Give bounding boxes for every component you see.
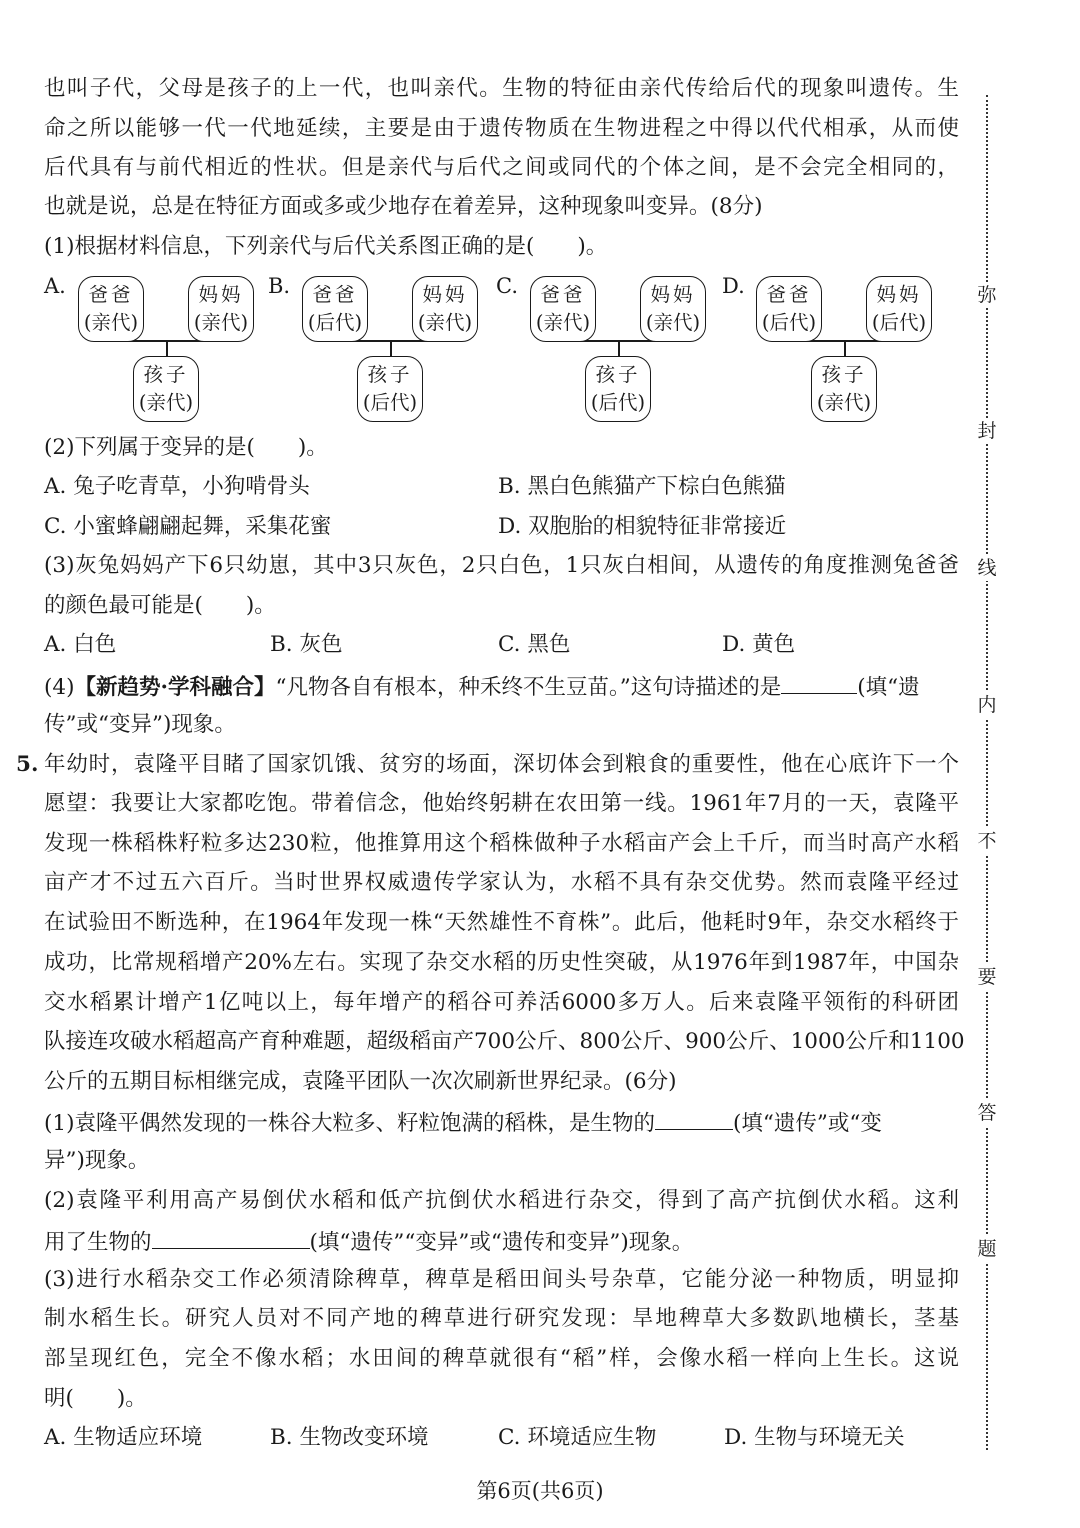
node-role: 爸爸 bbox=[540, 283, 586, 306]
child-node bbox=[133, 356, 199, 422]
seal-char: 内 bbox=[974, 692, 1000, 718]
question-text: (填“遗传”“变异”或“遗传和变异”)现象。 bbox=[309, 1230, 694, 1255]
node-generation: (后代) bbox=[307, 311, 363, 334]
seal-char: 题 bbox=[974, 1236, 1000, 1262]
seal-char: 线 bbox=[974, 555, 1000, 581]
answer-blank[interactable] bbox=[152, 1225, 310, 1249]
question-5-1-line bbox=[44, 1106, 882, 1136]
family-diagram-b[interactable] bbox=[268, 272, 478, 422]
passage-line: 年幼时，袁隆平目睹了国家饥饿、贫穷的场面，深切体会到粮食的重要性，他在心底许下一个 bbox=[44, 752, 959, 777]
option-a[interactable]: A. 白色 bbox=[44, 632, 117, 657]
options-row bbox=[44, 630, 959, 660]
answer-blank[interactable] bbox=[655, 1106, 733, 1130]
seal-char: 要 bbox=[974, 964, 1000, 990]
connector-line bbox=[390, 340, 392, 356]
child-node bbox=[811, 356, 877, 422]
option-a[interactable]: A. 生物适应环境 bbox=[44, 1425, 203, 1450]
option-d[interactable]: D. 生物与环境无关 bbox=[724, 1425, 905, 1450]
answer-blank[interactable] bbox=[781, 670, 857, 694]
node-generation: (后代) bbox=[362, 391, 418, 414]
node-role: 孩子 bbox=[143, 363, 189, 386]
question-4-3-line: 的颜色最可能是( )。 bbox=[44, 593, 276, 618]
seal-char: 弥 bbox=[974, 282, 1000, 308]
passage-line: 发现一株稻株籽粒多达230粒，他推算用这个稻株做种子水稻亩产会上千斤，而当时高产水稻 bbox=[44, 831, 959, 856]
node-generation: (亲代) bbox=[83, 311, 139, 334]
child-node bbox=[585, 356, 651, 422]
seal-char: 封 bbox=[974, 418, 1000, 444]
dad-node bbox=[530, 276, 596, 342]
option-b[interactable]: B. 黑白色熊猫产下棕白色熊猫 bbox=[498, 474, 786, 499]
node-generation: (亲代) bbox=[535, 311, 591, 334]
passage-line: 也叫子代，父母是孩子的上一代，也叫亲代。生物的特征由亲代传给后代的现象叫遗传。生 bbox=[44, 76, 959, 101]
mom-node bbox=[412, 276, 478, 342]
question-5-3-line: 部呈现红色，完全不像水稻；水田间的稗草就很有“稻”样，会像水稻一样向上生长。这说 bbox=[44, 1346, 959, 1371]
node-role: 妈妈 bbox=[198, 283, 244, 306]
passage-line: 队接连攻破水稻超高产育种难题，超级稻亩产700公斤、800公斤、900公斤、1000公斤和1100 bbox=[44, 1029, 965, 1054]
child-node bbox=[357, 356, 423, 422]
trend-tag: 【新趋势·学科融合】 bbox=[74, 675, 276, 700]
node-role: 爸爸 bbox=[88, 283, 134, 306]
question-4-1-stem: (1)根据材料信息，下列亲代与后代关系图正确的是( )。 bbox=[44, 234, 608, 259]
option-d[interactable]: D. 黄色 bbox=[722, 632, 796, 657]
option-letter: D. bbox=[722, 274, 745, 298]
node-role: 孩子 bbox=[595, 363, 641, 386]
node-role: 孩子 bbox=[367, 363, 413, 386]
node-generation: (后代) bbox=[871, 311, 927, 334]
node-role: 爸爸 bbox=[312, 283, 358, 306]
passage-line: 公斤的五期目标相继完成，袁隆平团队一次次刷新世界纪录。(6分) bbox=[44, 1069, 677, 1094]
connector-line bbox=[844, 340, 846, 356]
dad-node bbox=[302, 276, 368, 342]
node-generation: (亲代) bbox=[816, 391, 872, 414]
seal-char: 不 bbox=[974, 828, 1000, 854]
node-role: 妈妈 bbox=[876, 283, 922, 306]
option-letter: B. bbox=[268, 274, 291, 298]
node-generation: (后代) bbox=[590, 391, 646, 414]
seal-char: 答 bbox=[974, 1100, 1000, 1126]
passage-line: 交水稻累计增产1亿吨以上，每年增产的稻谷可养活6000多万人。后来袁隆平领衔的科研团 bbox=[44, 990, 959, 1015]
question-4-2-stem: (2)下列属于变异的是( )。 bbox=[44, 435, 328, 460]
mom-node bbox=[640, 276, 706, 342]
passage-line: 成功，比常规稻增产20%左右。实现了杂交水稻的历史性突破，从1976年到1987年，中国杂 bbox=[44, 950, 959, 975]
option-a[interactable]: A. 兔子吃青草，小狗啃骨头 bbox=[44, 474, 310, 499]
option-c[interactable]: C. 小蜜蜂翩翩起舞，采集花蜜 bbox=[44, 514, 332, 539]
options-row bbox=[44, 1423, 959, 1453]
passage-line: 在试验田不断选种，在1964年发现一株“天然雄性不育株”。此后，他耗时9年，杂交水稻终于 bbox=[44, 910, 959, 935]
node-generation: (后代) bbox=[761, 311, 817, 334]
question-text: “凡物各自有根本，种禾终不生豆苗。”这句诗描述的是 bbox=[275, 675, 782, 700]
connector-line bbox=[618, 340, 620, 356]
question-5-1-line: 异”)现象。 bbox=[44, 1148, 150, 1173]
connector-line bbox=[166, 340, 168, 356]
question-number: (4) bbox=[44, 675, 75, 700]
question-4-3-line: (3)灰兔妈妈产下6只幼崽，其中3只灰色，2只白色，1只灰白相间，从遗传的角度推测兔爸爸 bbox=[44, 553, 959, 578]
passage-line: 亩产才不过五六百斤。当时世界权威遗传学家认为，水稻不具有杂交优势。然而袁隆平经过 bbox=[44, 870, 959, 895]
option-letter: C. bbox=[496, 274, 518, 298]
node-role: 孩子 bbox=[821, 363, 867, 386]
node-role: 妈妈 bbox=[422, 283, 468, 306]
option-c[interactable]: C. 黑色 bbox=[498, 632, 571, 657]
question-5-2-line bbox=[44, 1225, 693, 1255]
dad-node bbox=[756, 276, 822, 342]
options-row bbox=[44, 512, 959, 542]
passage-line: 愿望：我要让大家都吃饱。带着信念，他始终躬耕在农田第一线。1961年7月的一天，袁隆平 bbox=[44, 791, 959, 816]
node-role: 妈妈 bbox=[650, 283, 696, 306]
question-text: (填“遗 bbox=[857, 675, 920, 700]
option-letter: A. bbox=[44, 274, 66, 298]
node-generation: (亲代) bbox=[193, 311, 249, 334]
question-5-3-line: (3)进行水稻杂交工作必须清除稗草，稗草是稻田间头号杂草，它能分泌一种物质，明显抑 bbox=[44, 1267, 959, 1292]
mom-node bbox=[188, 276, 254, 342]
option-b[interactable]: B. 灰色 bbox=[270, 632, 343, 657]
question-4-4-line bbox=[44, 670, 920, 700]
family-diagram-c[interactable] bbox=[496, 272, 706, 422]
node-generation: (亲代) bbox=[138, 391, 194, 414]
option-b[interactable]: B. 生物改变环境 bbox=[270, 1425, 429, 1450]
question-text: (1)袁隆平偶然发现的一株谷大粒多、籽粒饱满的稻株，是生物的 bbox=[44, 1111, 655, 1136]
passage-line: 也就是说，总是在特征方面或多或少地存在着差异，这种现象叫变异。(8分) bbox=[44, 194, 763, 219]
question-text: (填“遗传”或“变 bbox=[732, 1111, 882, 1136]
passage-line: 后代具有与前代相近的性状。但是亲代与后代之间或同代的个体之间，是不会完全相同的， bbox=[44, 155, 959, 180]
question-5-2-line: (2)袁隆平利用高产易倒伏水稻和低产抗倒伏水稻进行杂交，得到了高产抗倒伏水稻。这利 bbox=[44, 1188, 959, 1213]
passage-line: 命之所以能够一代一代地延续，主要是由于遗传物质在生物进程之中得以代代相承，从而使 bbox=[44, 116, 959, 141]
node-generation: (亲代) bbox=[417, 311, 473, 334]
option-d[interactable]: D. 双胞胎的相貌特征非常接近 bbox=[498, 514, 787, 539]
question-text: 用了生物的 bbox=[44, 1230, 152, 1255]
question-number-5: 5. bbox=[16, 752, 39, 777]
family-diagram-d[interactable] bbox=[722, 272, 932, 422]
question-5-3-line: 明( )。 bbox=[44, 1386, 147, 1411]
dad-node bbox=[78, 276, 144, 342]
node-role: 爸爸 bbox=[766, 283, 812, 306]
page-footer: 第6页(共6页) bbox=[476, 1479, 604, 1503]
options-row bbox=[44, 472, 959, 502]
node-generation: (亲代) bbox=[645, 311, 701, 334]
option-c[interactable]: C. 环境适应生物 bbox=[498, 1425, 657, 1450]
mom-node bbox=[866, 276, 932, 342]
question-5-3-line: 制水稻生长。研究人员对不同产地的稗草进行研究发现：旱地稗草大多数趴地横长，茎基 bbox=[44, 1306, 959, 1331]
question-4-4-line: 传”或“变异”)现象。 bbox=[44, 712, 236, 737]
family-diagram-a[interactable] bbox=[44, 272, 254, 422]
